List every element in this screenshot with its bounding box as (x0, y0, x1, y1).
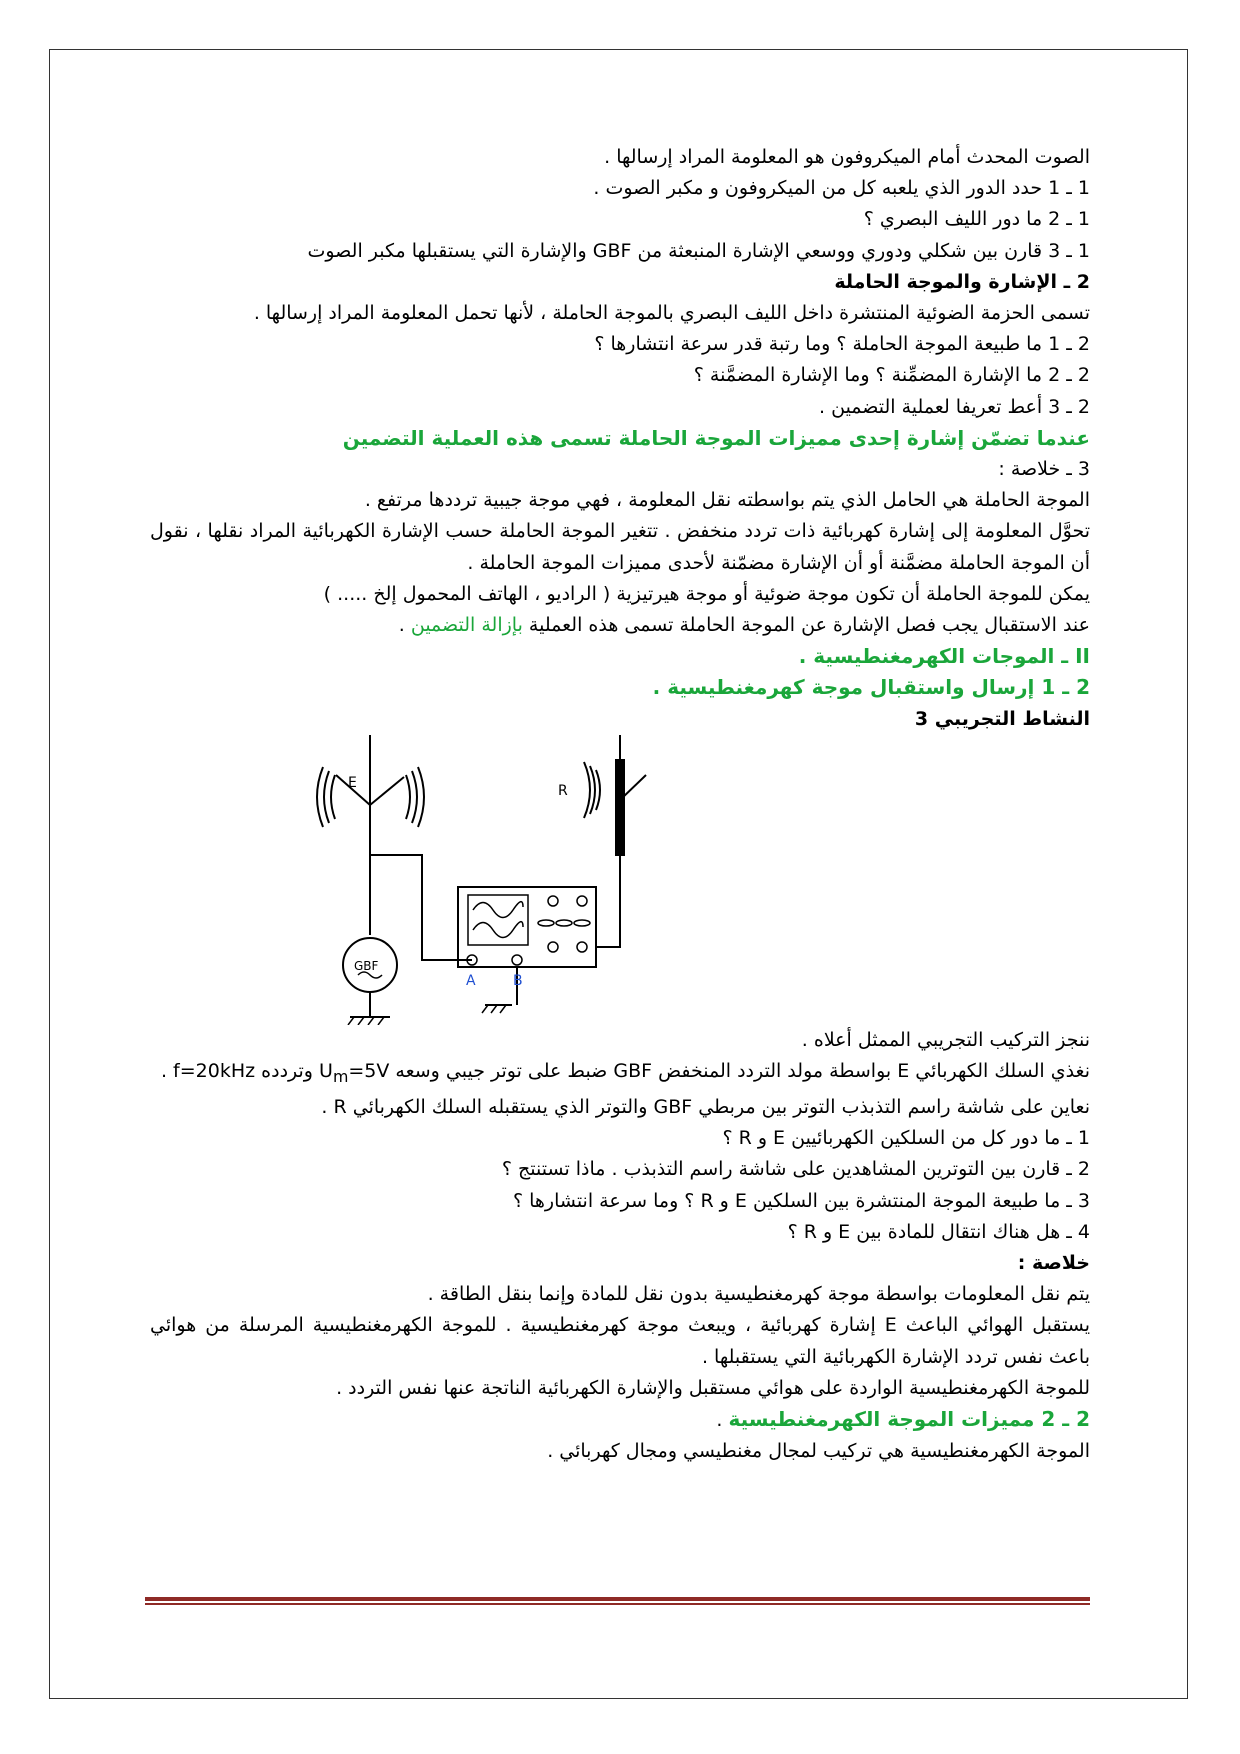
gbf-label: GBF (354, 958, 379, 973)
section-heading-II: II ـ الموجات الكهرمغنطيسية . (798, 644, 1090, 669)
receiver-wave-arcs (584, 762, 600, 818)
scope-knob-icon (577, 942, 587, 952)
setup-line-2 (150, 1056, 1090, 1092)
demodulation-term: بإزالة التضمين (410, 614, 523, 637)
activity-heading: النشاط التجريبي 3 (914, 707, 1090, 730)
input-b-label: B (513, 972, 523, 989)
footer-rule (145, 1597, 1090, 1601)
setup-line-1: ننجز التركيب التجريبي الممثل أعلاه . (801, 1028, 1090, 1051)
summary-label-3: 3 ـ خلاصة : (998, 458, 1090, 481)
modulation-definition: عندما تضمّن إشارة إحدى مميزات الموجة الحاملة تسمى هذه العملية التضمين (342, 425, 1090, 450)
emitter-antenna-right-arm (370, 777, 404, 805)
summary-line-2: يستقبل الهوائي الباعث E إشارة كهربائية ، ويبعث موجة كهرمغنطيسية . للموجة الكهرمغنطيسية المرسلة من هوائي باعث نفس تردد الإشارة الكهربائية التي يستقبلها . (150, 1314, 1091, 1368)
question-1-3: 1 ـ 3 قارن بين شكلي ودوري ووسعي الإشارة المنبعثة من GBF والإشارة التي يستقبلها مكبر الصوت (307, 239, 1090, 262)
footer-rule-thin (145, 1603, 1090, 1605)
conclusion-line-2: تحوَّل المعلومة إلى إشارة كهربائية ذات تردد منخفض . تتغير الموجة الحاملة حسب الإشارة الكهربائية المراد نقلها ، نقول أن الموجة الحاملة مضمَّنة أو أن الإشارة مضمّنة لأحدى مميزات الموجة الحاملة . (150, 520, 1090, 574)
activity-question-1: 1 ـ ما دور كل من السلكين الكهربائيين E و R ؟ (722, 1127, 1090, 1150)
summary-line-3: للموجة الكهرمغنطيسية الواردة على هوائي مستقبل والإشارة الكهربائية الناتجة عنها نفس التردد . (336, 1376, 1090, 1399)
question-2-3: 2 ـ 3 أعط تعريفا لعملية التضمين . (819, 395, 1090, 418)
emitter-wave-arcs-left (317, 767, 335, 827)
activity-question-3: 3 ـ ما طبيعة الموجة المنتشرة بين السلكين E و R ؟ وما سرعة انتشارها ؟ (512, 1189, 1090, 1212)
setup-text-end: =5V وتردده f=20kHz . (160, 1060, 390, 1083)
scope-button-icon (574, 920, 590, 926)
section-heading-2-2 (150, 1404, 1090, 1436)
setup-text: نغذي السلك الكهربائي E بواسطة مولد التردد المنخفض GBF ضبط على توتر جيبي وسعه U (319, 1060, 1090, 1083)
activity-question-4: 4 ـ هل هناك انتقال للمادة بين E و R ؟ (787, 1220, 1090, 1243)
receiver-antenna-body (616, 760, 624, 855)
emitter-label-e: E (348, 774, 357, 791)
period: . (398, 614, 411, 637)
screen-trace-2 (473, 922, 523, 938)
conclusion-line-1: الموجة الحاملة هي الحامل الذي يتم بواسطته نقل المعلومة ، فهي موجة جيبية ترددها مرتفع . (364, 489, 1090, 512)
screen-trace-1 (473, 902, 523, 918)
conclusion-line-4 (150, 610, 1090, 641)
scope-knob-icon (548, 942, 558, 952)
scope-knob-icon (548, 896, 558, 906)
receiver-label-r: R (558, 782, 568, 799)
summary-line-1: يتم نقل المعلومات بواسطة موجة كهرمغنطيسية بدون نقل للمادة وإنما بنقل الطاقة . (427, 1283, 1090, 1306)
setup-line-3: نعاين على شاشة راسم التذبذب التوتر بين مربطي GBF والتوتر الذي يستقبله السلك الكهربائي R . (321, 1096, 1090, 1119)
period: . (716, 1409, 729, 1432)
summary-heading: خلاصة : (1017, 1252, 1090, 1275)
final-line: الموجة الكهرمغنطيسية هي تركيب لمجال مغنطيسي ومجال كهربائي . (547, 1440, 1090, 1463)
oscilloscope-body (458, 887, 596, 967)
emitter-wave-arcs-right (406, 767, 424, 827)
demodulation-text: عند الاستقبال يجب فصل الإشارة عن الموجة الحاملة تسمى هذه العملية (528, 614, 1090, 637)
section-heading-2: 2 ـ الإشارة والموجة الحاملة (834, 270, 1090, 293)
scope-button-icon (556, 920, 572, 926)
input-a-label: A (466, 972, 476, 989)
heading-2-2-text: 2 ـ 2 مميزات الموجة الكهرمغنطيسية (728, 1407, 1090, 1432)
text-line: الصوت المحدث أمام الميكروفون هو المعلومة المراد إرسالها . (604, 146, 1090, 168)
question-2-1: 2 ـ 1 ما طبيعة الموجة الحاملة ؟ وما رتبة قدر سرعة انتشارها ؟ (594, 333, 1090, 356)
input-b-terminal (512, 955, 522, 965)
section-heading-2-1: 2 ـ 1 إرسال واستقبال موجة كهرمغنطيسية . (652, 675, 1090, 700)
question-2-2: 2 ـ 2 ما الإشارة المضمِّنة ؟ وما الإشارة المضمَّنة ؟ (693, 364, 1090, 387)
emitter-to-scope-wire (370, 855, 472, 960)
scope-button-icon (538, 920, 554, 926)
paragraph-carrier-wave: تسمى الحزمة الضوئية المنتشرة داخل الليف البصري بالموجة الحاملة ، لأنها تحمل المعلومة المراد إرسالها . (253, 302, 1090, 325)
subscript-m: m (332, 1066, 349, 1086)
scope-knob-icon (577, 896, 587, 906)
activity-question-2: 2 ـ قارن بين التوترين المشاهدين على شاشة راسم التذبذب . ماذا تستنتج ؟ (501, 1158, 1090, 1181)
document-content (150, 142, 1090, 1468)
conclusion-line-3: يمكن للموجة الحاملة أن تكون موجة ضوئية أو موجة هيرتيزية ( الراديو ، الهاتف المحمول إلخ ..... ) (323, 582, 1090, 605)
experimental-setup-diagram (150, 735, 1090, 1025)
question-1-1: 1 ـ 1 حدد الدور الذي يلعبه كل من الميكروفون و مكبر الصوت . (593, 177, 1090, 200)
question-1-2: 1 ـ 2 ما دور الليف البصري ؟ (863, 208, 1090, 231)
setup-svg (150, 735, 1090, 1025)
